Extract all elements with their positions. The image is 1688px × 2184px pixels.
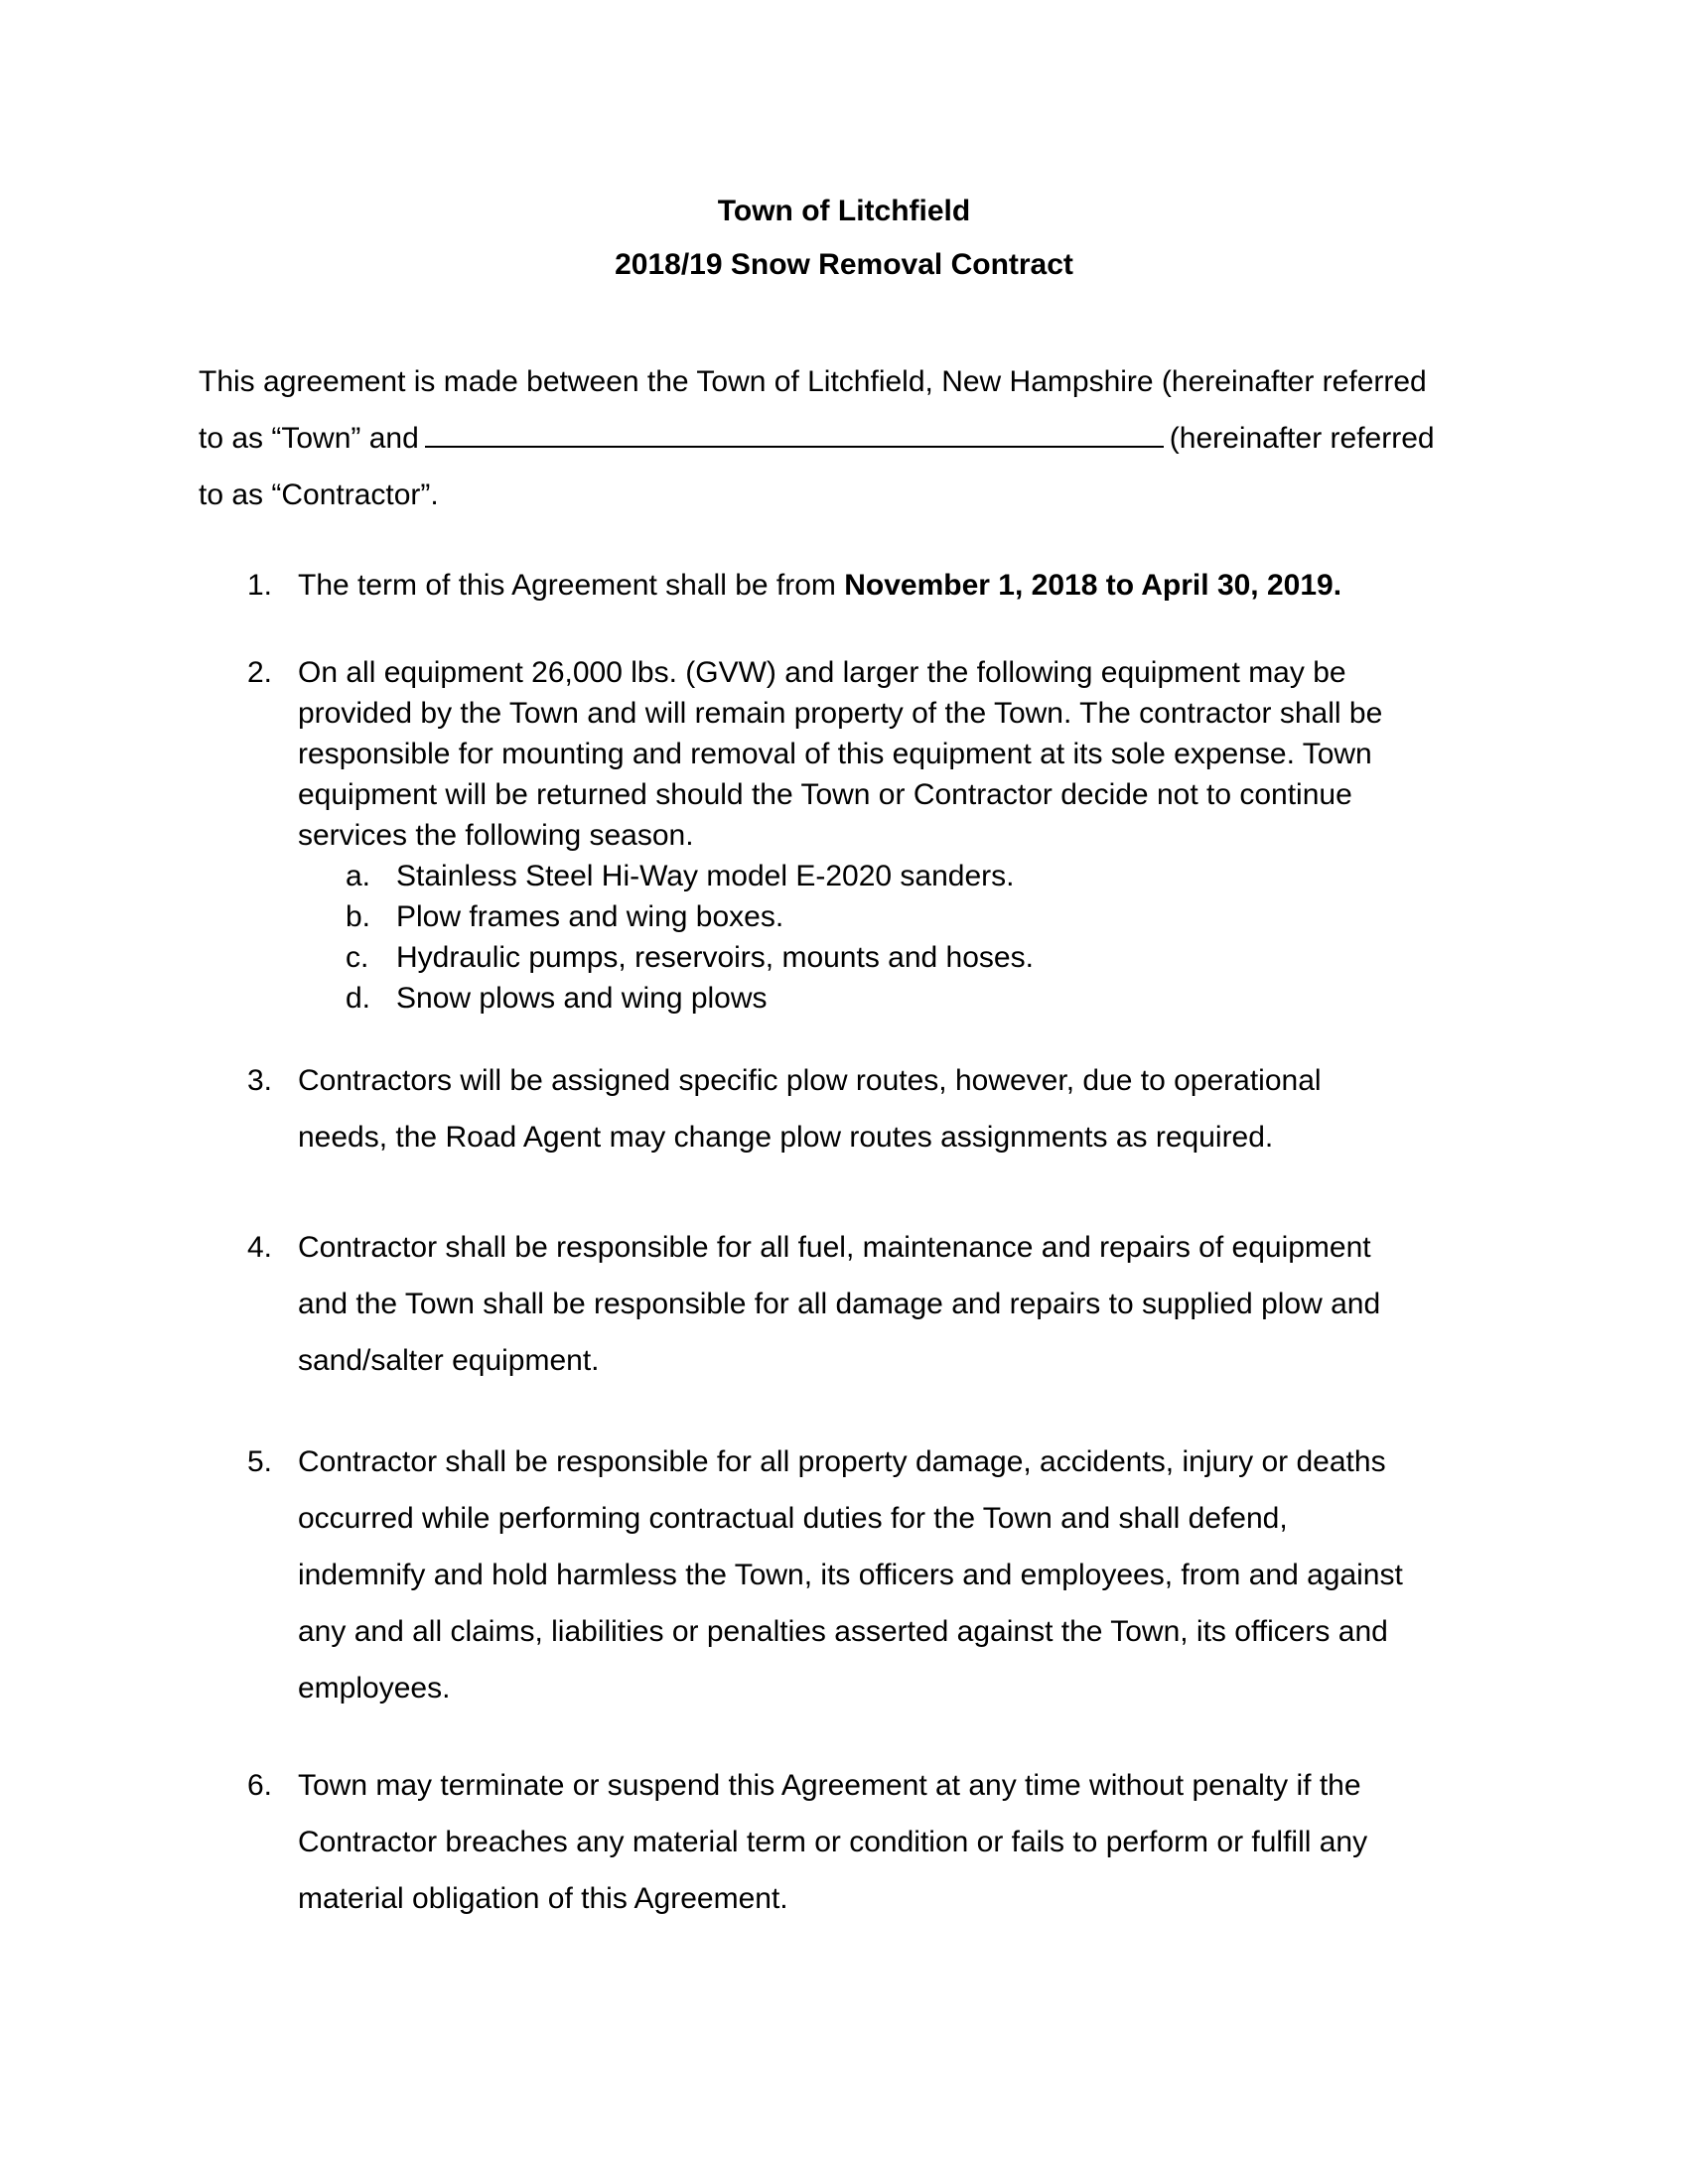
- text-line: indemnify and hold harmless the Town, its officers and employees, from and against: [298, 1559, 1403, 1591]
- list-item-number: 6.: [247, 1769, 273, 1802]
- document-subtitle: 2018/19 Snow Removal Contract: [615, 248, 1073, 281]
- intro-line-2-start: to as “Town” and: [199, 422, 419, 455]
- intro-line-2-end: (hereinafter referred: [1169, 422, 1435, 455]
- sub-list: [199, 856, 1489, 1019]
- term-text: The term of this Agreement shall be from: [298, 569, 845, 602]
- intro-line-1: This agreement is made between the Town of Litchfield, New Hampshire (hereinafter referred: [199, 365, 1427, 398]
- contractor-name-blank[interactable]: [425, 416, 1164, 448]
- text-line: occurred while performing contractual duties for the Town and shall defend,: [298, 1502, 1288, 1535]
- term-dates: November 1, 2018 to April 30, 2019.: [844, 569, 1342, 602]
- list-item-3: [199, 1052, 1489, 1165]
- list-item-text: [298, 652, 1460, 856]
- text-line: material obligation of this Agreement.: [298, 1882, 788, 1915]
- sub-item-letter: d.: [346, 982, 371, 1015]
- text-line: needs, the Road Agent may change plow routes assignments as required.: [298, 1121, 1274, 1154]
- sub-item-text: Snow plows and wing plows: [396, 982, 768, 1015]
- text-line: services the following season.: [298, 819, 694, 852]
- list-item-4: [199, 1219, 1489, 1389]
- text-line: any and all claims, liabilities or penalties asserted against the Town, its officers and: [298, 1615, 1388, 1648]
- sub-item-text: Plow frames and wing boxes.: [396, 900, 784, 933]
- text-line: Contractor shall be responsible for all fuel, maintenance and repairs of equipment: [298, 1231, 1371, 1264]
- sub-item-letter: c.: [346, 941, 369, 974]
- list-item-1: [199, 565, 1489, 606]
- text-line: On all equipment 26,000 lbs. (GVW) and larger the following equipment may be: [298, 656, 1346, 689]
- list-item-number: 5.: [247, 1445, 273, 1478]
- sub-item-text: Stainless Steel Hi-Way model E-2020 sanders.: [396, 860, 1015, 892]
- list-item-number: 1.: [247, 569, 273, 602]
- sub-item-letter: a.: [346, 860, 371, 892]
- sub-item-a: [199, 856, 1489, 896]
- sub-item-text: Hydraulic pumps, reservoirs, mounts and hoses.: [396, 941, 1034, 974]
- text-line: sand/salter equipment.: [298, 1344, 600, 1377]
- list-item-text: [298, 565, 1460, 606]
- sub-item-b: [199, 896, 1489, 937]
- list-item-text: [298, 1757, 1460, 1927]
- text-line: equipment will be returned should the Town or Contractor decide not to continue: [298, 778, 1352, 811]
- text-line: Contractors will be assigned specific plow routes, however, due to operational: [298, 1064, 1322, 1097]
- text-line: Town may terminate or suspend this Agreement at any time without penalty if the: [298, 1769, 1361, 1802]
- intro-line-2: [199, 410, 1489, 467]
- list-item-6: [199, 1757, 1489, 1927]
- text-line: Contractor breaches any material term or condition or fails to perform or fulfill any: [298, 1826, 1368, 1858]
- list-item-5: [199, 1433, 1489, 1716]
- sub-item-c: [199, 937, 1489, 978]
- text-line: provided by the Town and will remain property of the Town. The contractor shall be: [298, 697, 1383, 730]
- list-item-number: 4.: [247, 1231, 273, 1264]
- sub-item-d: [199, 978, 1489, 1019]
- list-item-number: 2.: [247, 656, 273, 689]
- list-item-text: [298, 1052, 1460, 1165]
- sub-item-letter: b.: [346, 900, 371, 933]
- text-line: employees.: [298, 1672, 451, 1705]
- list-item-text: [298, 1219, 1460, 1389]
- intro-line-3: to as “Contractor”.: [199, 478, 439, 511]
- text-line: and the Town shall be responsible for all damage and repairs to supplied plow and: [298, 1288, 1381, 1320]
- list-item-2: [199, 652, 1489, 1020]
- list-item-number: 3.: [247, 1064, 273, 1097]
- list-item-text: [298, 1433, 1460, 1716]
- document-title: Town of Litchfield: [717, 195, 971, 227]
- text-line: Contractor shall be responsible for all property damage, accidents, injury or deaths: [298, 1445, 1386, 1478]
- intro-paragraph: [199, 353, 1489, 523]
- text-line: responsible for mounting and removal of this equipment at its sole expense. Town: [298, 738, 1372, 770]
